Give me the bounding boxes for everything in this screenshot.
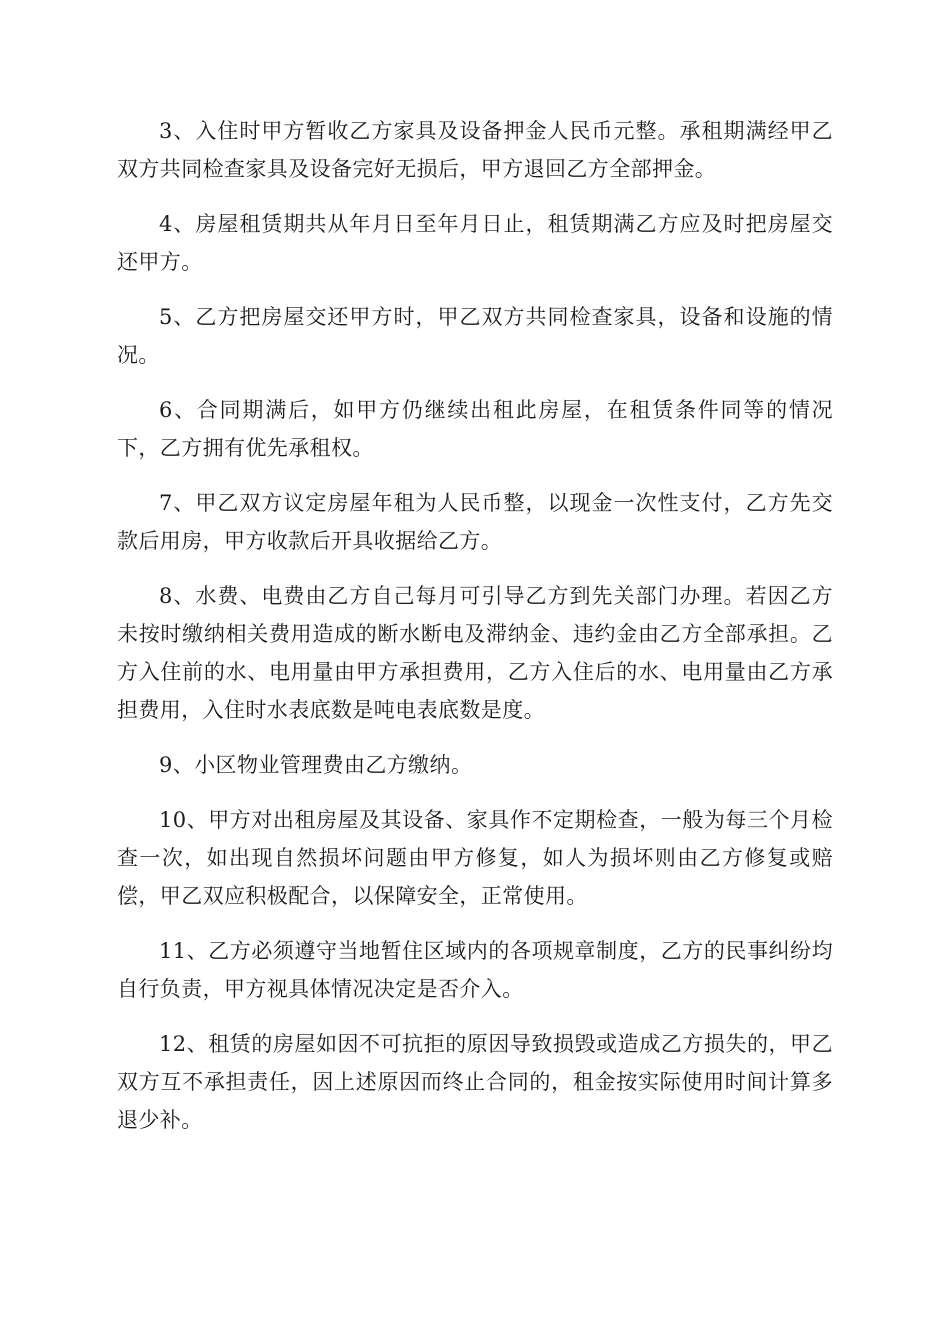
- clause-6: 6、合同期满后，如甲方仍继续出租此房屋，在租赁条件同等的情况下，乙方拥有优先承租权。: [117, 398, 833, 460]
- clause-8: 8、水费、电费由乙方自己每月可引导乙方到先关部门办理。若因乙方未按时缴纳相关费用造成的断水断电及滞纳金、违约金由乙方全部承担。乙方入住前的水、电用量由甲方承担费用，乙方入住后的水、电用量由乙方承担费用，入住时水表底数是吨电表底数是度。: [117, 584, 833, 722]
- clause-10: 10、甲方对出租房屋及其设备、家具作不定期检查，一般为每三个月检查一次，如出现自然损坏问题由甲方修复，如人为损坏则由乙方修复或赔偿，甲乙双应积极配合，以保障安全，正常使用。: [117, 808, 833, 908]
- clause-12: 12、租赁的房屋如因不可抗拒的原因导致损毁或造成乙方损失的，甲乙双方互不承担责任，因上述原因而终止合同的，租金按实际使用时间计算多退少补。: [117, 1032, 833, 1132]
- clause-5: 5、乙方把房屋交还甲方时，甲乙双方共同检查家具，设备和设施的情况。: [117, 305, 833, 367]
- clause-4: 4、房屋租赁期共从年月日至年月日止，租赁期满乙方应及时把房屋交还甲方。: [117, 212, 833, 274]
- contract-body: [117, 112, 833, 1156]
- clause-9: 9、小区物业管理费由乙方缴纳。: [159, 753, 473, 777]
- clause-3: 3、入住时甲方暂收乙方家具及设备押金人民币元整。承租期满经甲乙双方共同检查家具及设备完好无损后，甲方退回乙方全部押金。: [117, 119, 833, 181]
- clause-7: 7、甲乙双方议定房屋年租为人民币整，以现金一次性支付，乙方先交款后用房，甲方收款后开具收据给乙方。: [117, 491, 833, 553]
- clause-11: 11、乙方必须遵守当地暂住区域内的各项规章制度，乙方的民事纠纷均自行负责，甲方视具体情况决定是否介入。: [117, 939, 833, 1001]
